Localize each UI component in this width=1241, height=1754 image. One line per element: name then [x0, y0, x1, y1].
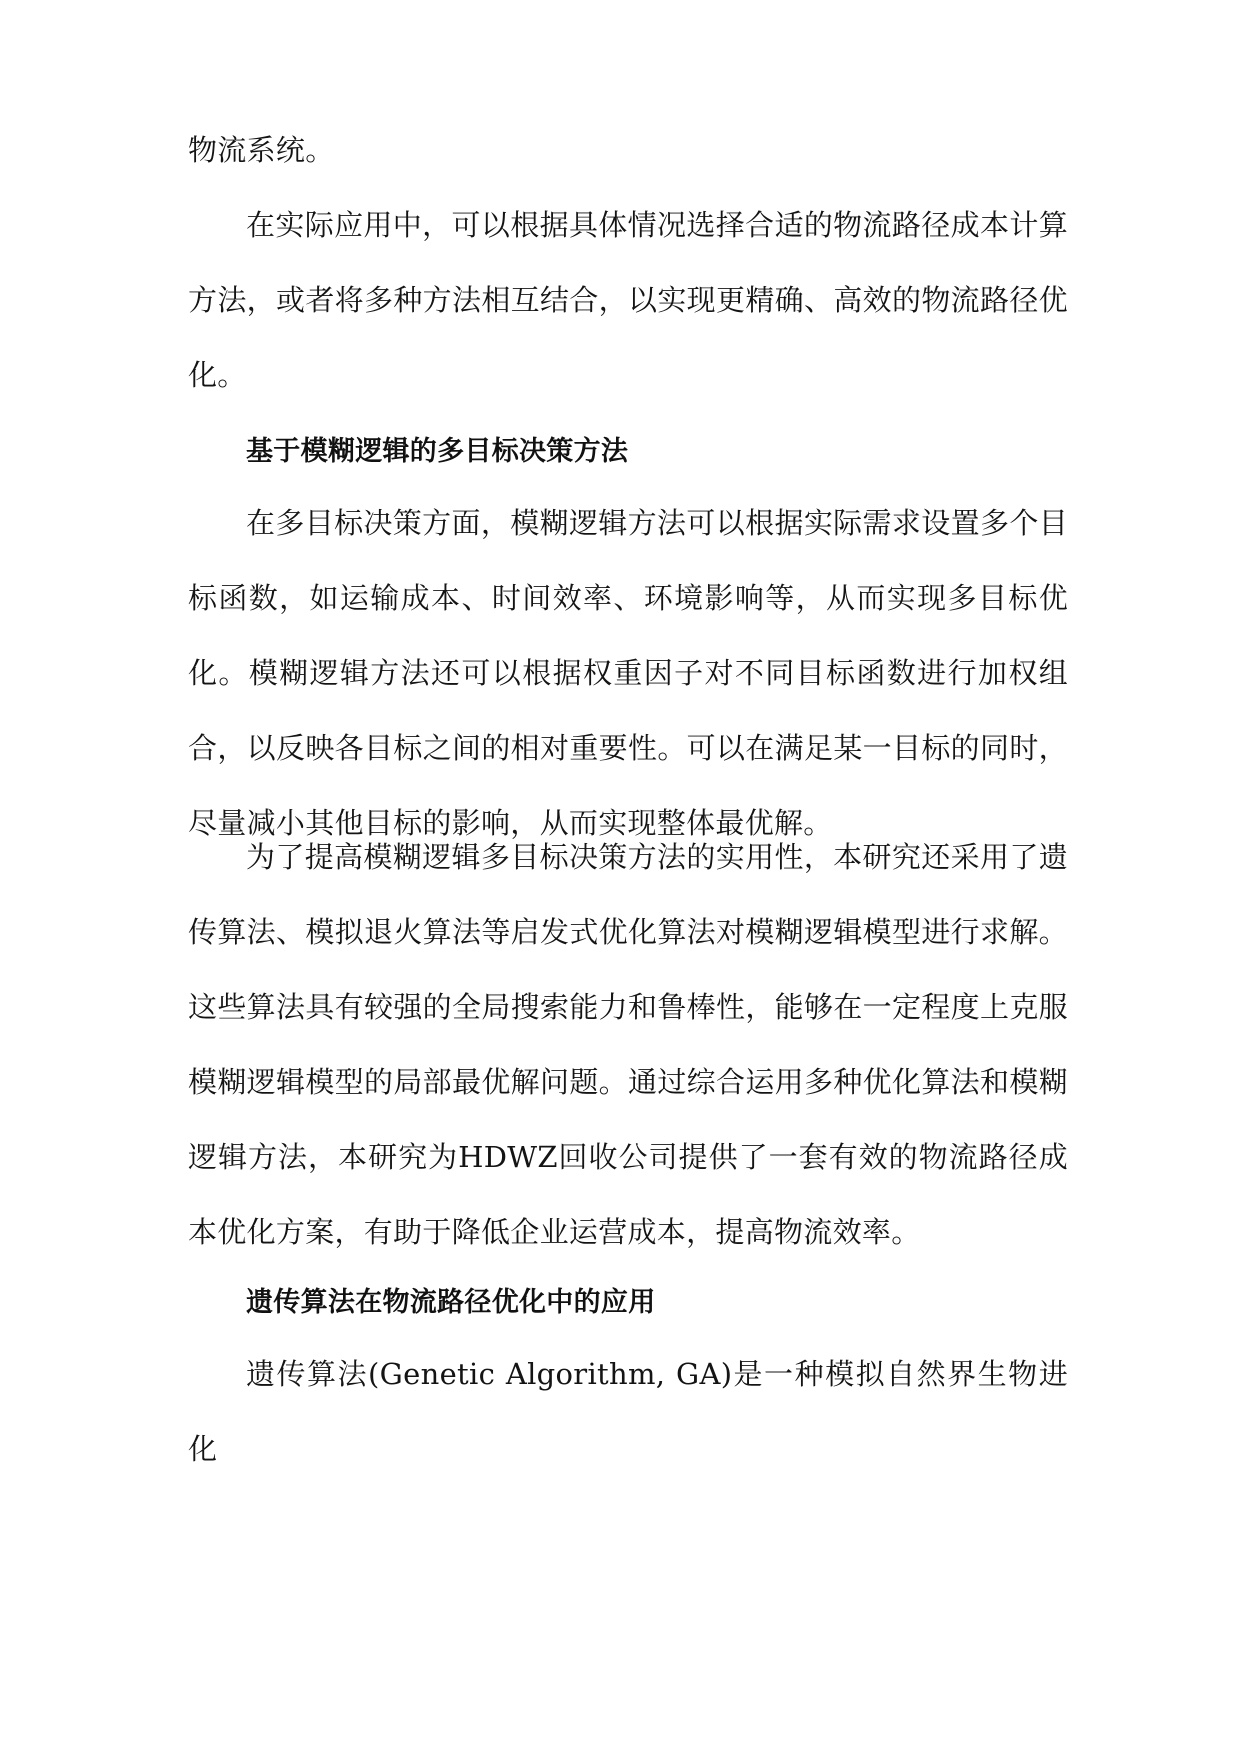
paragraph-application [188, 188, 1068, 413]
paragraph-text: 遗传算法(Genetic Algorithm, GA)是一种模拟自然界生物进化 [188, 1357, 1068, 1466]
section-heading-genetic-algorithm: 遗传算法在物流路径优化中的应用 [246, 1287, 656, 1318]
section-heading-fuzzy-logic: 基于模糊逻辑的多目标决策方法 [246, 436, 629, 467]
paragraph-fuzzy-1 [188, 486, 1068, 861]
paragraph-text: 物流系统。 [188, 133, 335, 167]
paragraph-ga-1 [188, 1337, 1068, 1487]
paragraph-intro-tail [188, 113, 1068, 188]
paragraph-fuzzy-2 [188, 820, 1068, 1270]
paragraph-text: 在实际应用中，可以根据具体情况选择合适的物流路径成本计算方法，或者将多种方法相互结合，以实现更精确、高效的物流路径优化。 [188, 208, 1068, 392]
paragraph-text: 为了提高模糊逻辑多目标决策方法的实用性，本研究还采用了遗传算法、模拟退火算法等启发式优化算法对模糊逻辑模型进行求解。这些算法具有较强的全局搜索能力和鲁棒性，能够在一定程度上克服模糊逻辑模型的局部最优解问题。通过综合运用多种优化算法和模糊逻辑方法，本研究为HDWZ回收公司提供了一套有效的物流路径成本优化方案，有助于降低企业运营成本，提高物流效率。 [188, 840, 1068, 1249]
paragraph-text: 在多目标决策方面，模糊逻辑方法可以根据实际需求设置多个目标函数，如运输成本、时间效率、环境影响等，从而实现多目标优化。模糊逻辑方法还可以根据权重因子对不同目标函数进行加权组合，以反映各目标之间的相对重要性。可以在满足某一目标的同时，尽量减小其他目标的影响，从而实现整体最优解。 [188, 506, 1068, 840]
